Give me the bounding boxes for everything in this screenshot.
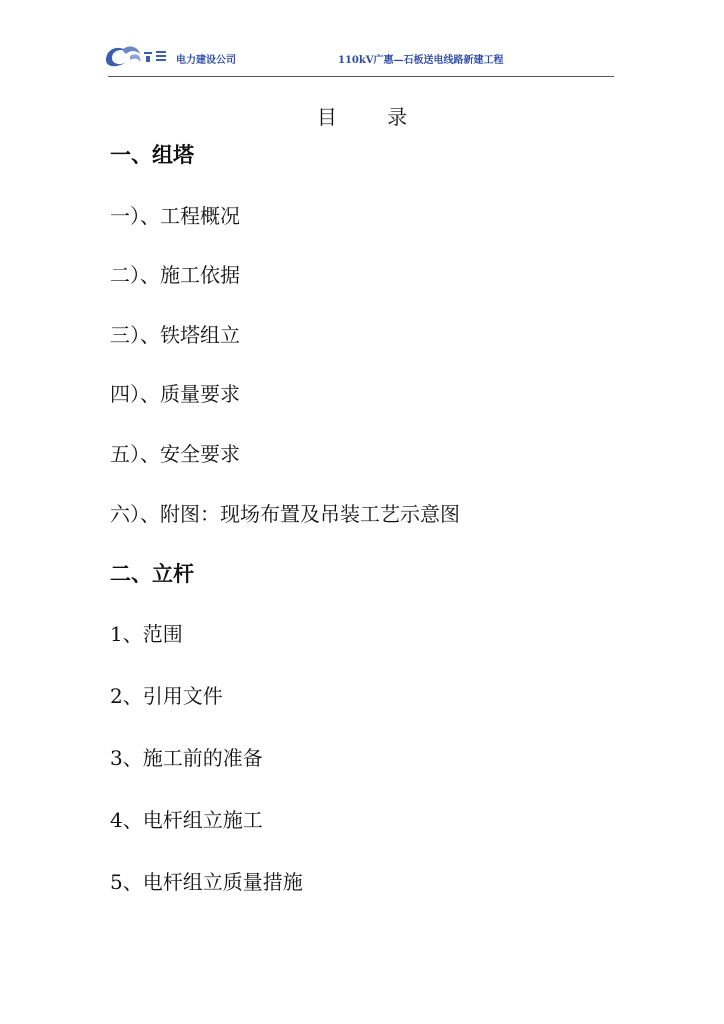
company-logo (102, 42, 172, 70)
toc-item: 五）、安全要求 (110, 442, 240, 466)
toc-item: 六）、附图：现场布置及吊装工艺示意图 (110, 502, 460, 526)
toc-item: 四）、质量要求 (110, 382, 240, 406)
toc-item: 3、施工前的准备 (110, 746, 263, 770)
toc-item: 2、引用文件 (110, 684, 223, 708)
toc-item: 1、范围 (110, 622, 183, 646)
page-header (108, 40, 614, 77)
toc-item: 一）、工程概况 (110, 204, 240, 228)
toc-item: 二）、施工依据 (110, 263, 240, 287)
toc-title: 目 录 (316, 105, 430, 129)
section-2-title: 二、立杆 (110, 562, 194, 586)
toc-item: 5、电杆组立质量措施 (110, 870, 303, 894)
toc-item: 三）、铁塔组立 (110, 323, 240, 347)
toc-item: 4、电杆组立施工 (110, 808, 263, 832)
project-name: 110kV广惠—石板送电线路新建工程 (338, 55, 504, 66)
company-name: 电力建设公司 (176, 55, 236, 66)
section-1-title: 一、组塔 (110, 143, 194, 167)
